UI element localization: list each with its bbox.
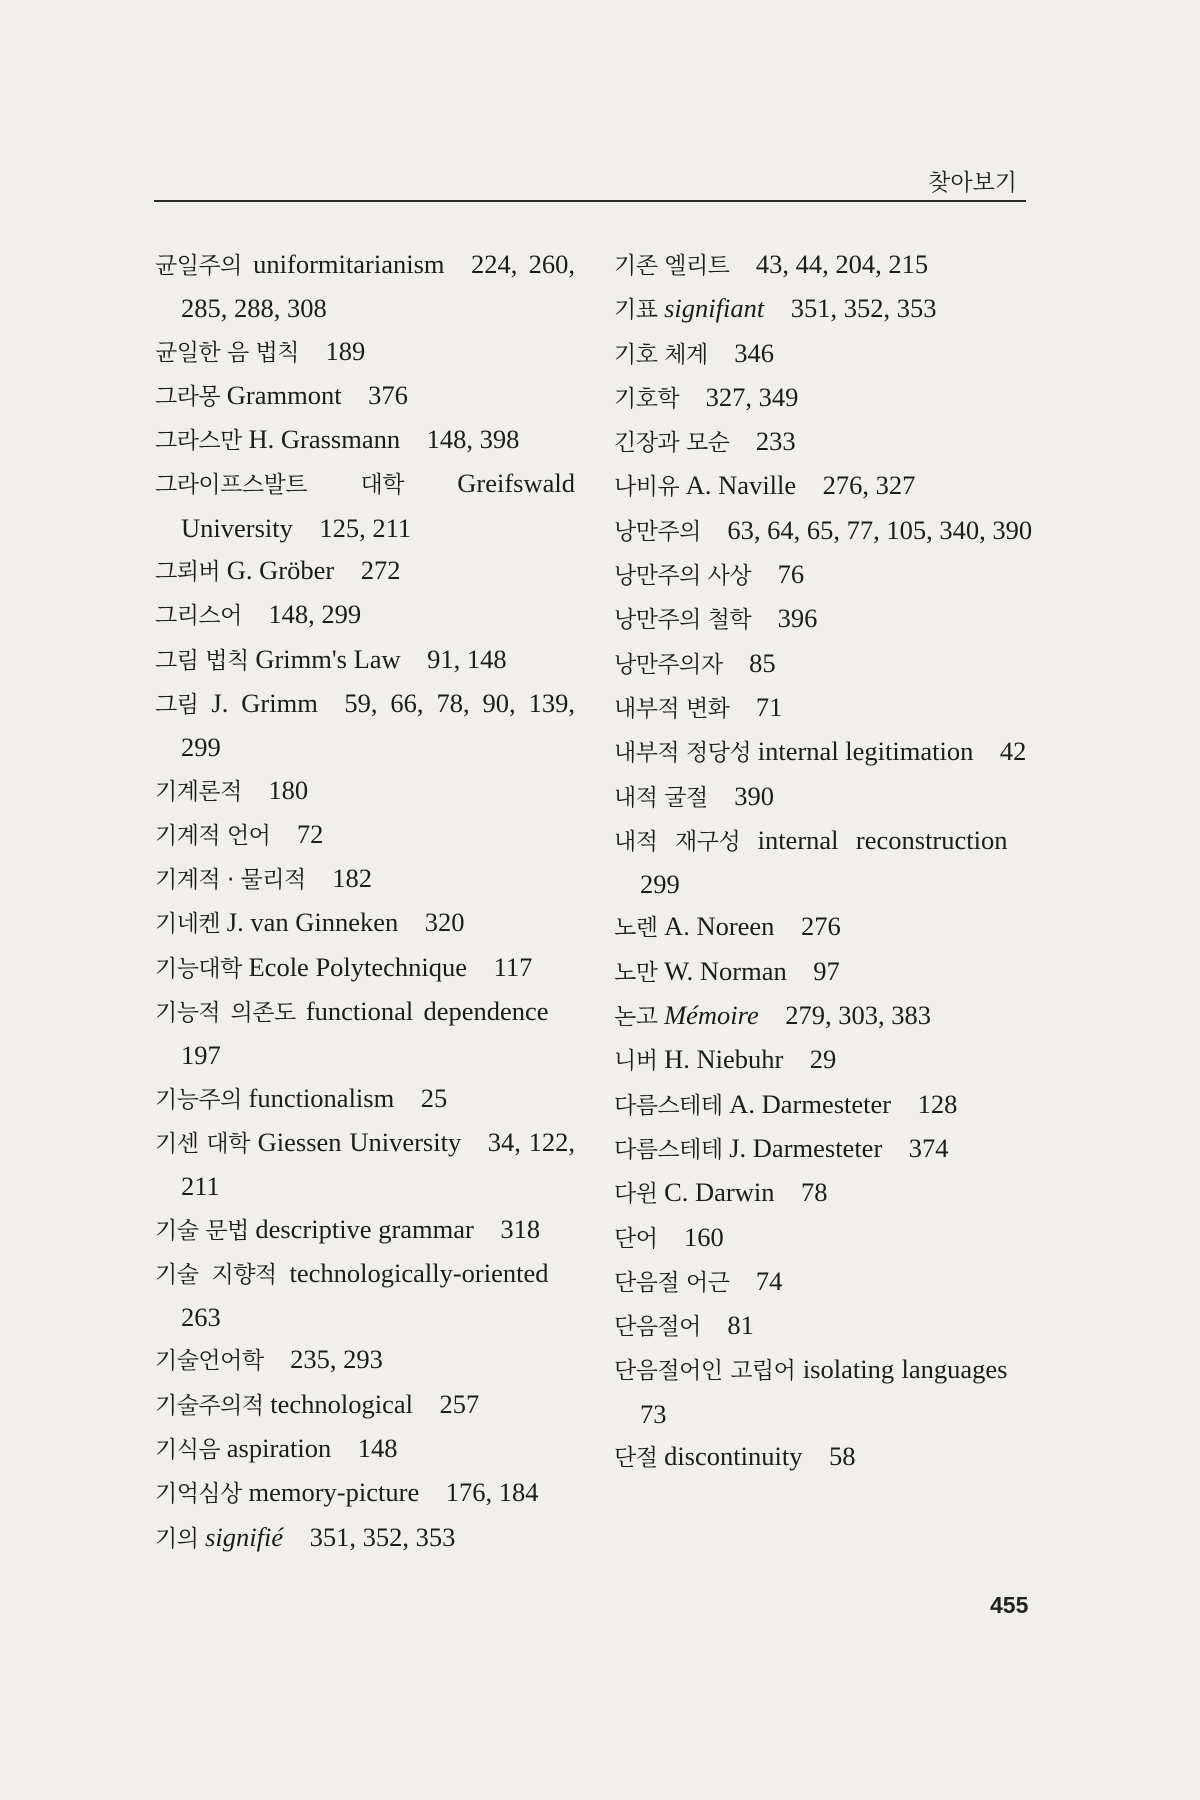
entry-page-numbers: 376: [368, 379, 408, 410]
entry-page-numbers: 276: [800, 911, 841, 942]
entry-korean-term: 기표: [614, 297, 658, 324]
entry-korean-term: 낭만주의 철학: [614, 607, 752, 634]
entry-page-numbers: 43, 44, 204, 215: [755, 249, 929, 279]
index-entry: [614, 1083, 1034, 1127]
entry-page-numbers: 276, 327: [822, 470, 916, 501]
entry-page-numbers: 125, 211: [319, 512, 412, 543]
entry-original-term: internal legitimation: [757, 736, 974, 767]
entry-page-numbers: 327, 349: [705, 381, 799, 412]
page-number: 455: [990, 1592, 1029, 1618]
entry-original-term: memory-picture: [248, 1477, 420, 1508]
entry-page-numbers: 63, 64, 65, 77, 105, 340, 390: [727, 514, 1033, 545]
entry-korean-term: 내부적 변화: [614, 695, 730, 722]
entry-korean-term: 단음절어: [614, 1314, 701, 1341]
entry-original-term: aspiration: [226, 1433, 332, 1464]
entry-original-term: H. Niebuhr: [664, 1044, 784, 1075]
entry-page-numbers: 318: [500, 1213, 541, 1244]
entry-korean-term: 단음절어인 고립어: [614, 1358, 796, 1385]
entry-korean-term: 단절: [614, 1445, 658, 1472]
index-entry: [614, 642, 1034, 686]
entry-page-numbers: 78: [800, 1177, 828, 1208]
entry-original-term: signifié: [205, 1521, 284, 1552]
entry-page-numbers: 299: [640, 869, 680, 900]
entry-korean-term: 기술주의적: [155, 1392, 264, 1419]
entry-original-term: descriptive grammar: [255, 1213, 474, 1244]
entry-page-numbers: 71: [755, 691, 783, 722]
entry-korean-term: 기억심상: [155, 1481, 242, 1508]
entry-korean-term: 기술언어학: [155, 1348, 264, 1375]
index-entry: [155, 682, 575, 769]
entry-page-numbers: 91, 148: [427, 643, 507, 674]
index-entry: [614, 553, 1034, 597]
entry-original-term: Grammont: [226, 379, 342, 410]
entry-korean-term: 낭만주의: [614, 518, 701, 545]
entry-page-numbers: 197: [181, 1040, 221, 1071]
entry-korean-term: 노만: [614, 959, 658, 986]
index-entry: [155, 549, 575, 593]
entry-page-numbers: 176, 184: [445, 1477, 539, 1508]
index-entry: [614, 1127, 1034, 1171]
entry-page-numbers: 233: [755, 426, 796, 457]
index-entry: [155, 593, 575, 637]
entry-original-term: technological: [270, 1388, 413, 1419]
index-entry: [155, 1383, 575, 1427]
index-entry: [155, 769, 575, 813]
entry-korean-term: 그라스만: [155, 428, 242, 455]
entry-original-term: W. Norman: [664, 955, 787, 986]
index-entry: [155, 1338, 575, 1382]
entry-page-numbers: 235, 293: [290, 1344, 383, 1375]
entry-korean-term: 그리스어: [155, 603, 242, 630]
index-entry: [155, 1077, 575, 1121]
index-entry: [614, 1171, 1034, 1215]
entry-page-numbers: 346: [734, 337, 774, 368]
entry-korean-term: 기호 체계: [614, 341, 708, 368]
index-entry: [155, 857, 575, 901]
entry-page-numbers: 390: [734, 780, 774, 811]
entry-page-numbers: 148, 398: [426, 424, 520, 455]
index-entry: [614, 420, 1034, 464]
index-entry: [155, 946, 575, 990]
entry-korean-term: 기계론적: [155, 778, 242, 805]
index-entry: [614, 1348, 1034, 1435]
entry-page-numbers: 85: [749, 647, 776, 678]
entry-original-term: A. Darmesteter: [729, 1088, 892, 1119]
entry-korean-term: 기식음: [155, 1437, 221, 1464]
entry-korean-term: 낭만주의자: [614, 651, 723, 678]
entry-korean-term: 내적 굴절: [614, 784, 708, 811]
entry-korean-term: 내적 재구성: [614, 828, 741, 855]
entry-korean-term: 단음절 어근: [614, 1269, 730, 1296]
entry-page-numbers: 279, 303, 383: [785, 1000, 931, 1031]
index-entry: [155, 901, 575, 945]
entry-page-numbers: 160: [683, 1221, 724, 1252]
entry-page-numbers: 351, 352, 353: [309, 1521, 456, 1552]
entry-korean-term: 기센 대학: [155, 1130, 250, 1157]
index-entry: [155, 1471, 575, 1515]
entry-page-numbers: 25: [420, 1082, 448, 1113]
entry-original-term: J. Grimm: [211, 687, 318, 718]
entry-page-numbers: 182: [332, 863, 372, 894]
index-entry: [155, 1252, 575, 1339]
entry-korean-term: 낭만주의 사상: [614, 563, 752, 590]
index-entry: [614, 994, 1034, 1038]
index-entry: [614, 950, 1034, 994]
index-entry: [614, 775, 1034, 819]
entry-korean-term: 다윈: [614, 1181, 658, 1208]
entry-page-numbers: 396: [777, 603, 818, 634]
entry-korean-term: 기계적 언어: [155, 822, 271, 849]
index-entry: [155, 990, 575, 1077]
index-column-right: [614, 243, 1034, 1479]
entry-original-term: functionalism: [248, 1082, 395, 1113]
entry-page-numbers: 34, 122, 211: [181, 1126, 576, 1202]
entry-page-numbers: 272: [360, 555, 401, 586]
entry-page-numbers: 374: [908, 1132, 949, 1163]
index-entry: [155, 1427, 575, 1471]
entry-original-term: Greifswald University: [181, 468, 575, 543]
index-entry: [614, 686, 1034, 730]
entry-korean-term: 내부적 정당성: [614, 740, 752, 767]
entry-korean-term: 그림: [155, 691, 199, 718]
header-rule: [154, 200, 1026, 202]
index-entry: [614, 730, 1034, 774]
entry-original-term: Ecole Polytechnique: [248, 951, 468, 982]
index-entry: [614, 1260, 1034, 1304]
entry-original-term: Mémoire: [664, 1000, 759, 1031]
entry-original-term: discontinuity: [664, 1441, 803, 1472]
entry-korean-term: 그림 법칙: [155, 647, 249, 674]
index-entry: [614, 243, 1034, 287]
index-entry: [614, 509, 1034, 553]
entry-page-numbers: 97: [813, 955, 840, 986]
entry-original-term: uniformitarianism: [253, 249, 445, 279]
entry-korean-term: 니버: [614, 1048, 658, 1075]
entry-original-term: A. Naville: [685, 470, 797, 501]
entry-korean-term: 기존 엘리트: [614, 253, 730, 279]
entry-korean-term: 균일주의: [155, 253, 242, 279]
index-entry: [155, 243, 575, 330]
entry-korean-term: 논고: [614, 1004, 658, 1031]
entry-page-numbers: 74: [755, 1265, 783, 1296]
entry-page-numbers: 320: [424, 907, 465, 938]
entry-original-term: signifiant: [664, 293, 765, 324]
entry-korean-term: 기술 문법: [155, 1217, 249, 1244]
entry-page-numbers: 72: [296, 818, 324, 849]
index-entry: [614, 1038, 1034, 1082]
entry-page-numbers: 128: [917, 1088, 958, 1119]
entry-original-term: Grimm's Law: [255, 643, 401, 674]
entry-korean-term: 긴장과 모순: [614, 430, 730, 457]
index-entry: [155, 418, 575, 462]
entry-page-numbers: 73: [640, 1398, 667, 1429]
entry-korean-term: 기의: [155, 1525, 199, 1552]
index-entry: [614, 332, 1034, 376]
entry-korean-term: 기계적 · 물리적: [155, 867, 306, 894]
entry-original-term: technologically-oriented: [289, 1257, 549, 1288]
entry-page-numbers: 148: [357, 1433, 398, 1464]
entry-korean-term: 단어: [614, 1225, 658, 1252]
running-header-title: 찾아보기: [928, 170, 1017, 196]
entry-korean-term: 기능적 의존도: [155, 1000, 296, 1027]
index-entry: [614, 1216, 1034, 1260]
entry-korean-term: 다름스테테: [614, 1136, 723, 1163]
entry-page-numbers: 180: [268, 774, 309, 805]
entry-korean-term: 기능주의: [155, 1086, 242, 1113]
entry-original-term: Giessen University: [257, 1126, 462, 1157]
entry-original-term: G. Gröber: [226, 555, 335, 586]
index-entry: [155, 638, 575, 682]
entry-korean-term: 균일한 음 법칙: [155, 339, 299, 366]
index-entry: [614, 464, 1034, 508]
entry-original-term: J. van Ginneken: [226, 907, 399, 938]
entry-korean-term: 나비유: [614, 474, 680, 501]
entry-original-term: isolating languages: [802, 1354, 1008, 1385]
index-entry: [155, 330, 575, 374]
entry-korean-term: 노렌: [614, 915, 658, 942]
entry-page-numbers: 76: [777, 559, 805, 590]
entry-page-numbers: 58: [828, 1441, 856, 1472]
index-entry: [614, 1304, 1034, 1348]
entry-page-numbers: 224, 260, 285, 288, 308: [181, 249, 576, 324]
index-entry: [614, 819, 1034, 906]
entry-page-numbers: 257: [439, 1388, 480, 1419]
entry-page-numbers: 148, 299: [268, 599, 362, 630]
entry-page-numbers: 351, 352, 353: [790, 293, 937, 324]
entry-korean-term: 그라몽: [155, 383, 221, 410]
entry-page-numbers: 263: [181, 1302, 221, 1333]
index-entry: [614, 597, 1034, 641]
entry-original-term: C. Darwin: [664, 1177, 775, 1208]
entry-korean-term: 기호학: [614, 385, 680, 412]
entry-original-term: internal reconstruction: [757, 824, 1008, 855]
index-entry: [155, 462, 575, 549]
index-entry: [614, 1435, 1034, 1479]
index-entry: [614, 287, 1034, 331]
entry-korean-term: 기술 지향적: [155, 1261, 277, 1288]
index-entry: [155, 813, 575, 857]
entry-page-numbers: 42: [999, 736, 1027, 767]
index-entry: [155, 1121, 575, 1208]
entry-original-term: A. Noreen: [664, 911, 775, 942]
index-entry: [614, 905, 1034, 949]
index-entry: [155, 1516, 575, 1560]
index-entry: [155, 374, 575, 418]
entry-page-numbers: 189: [325, 335, 366, 366]
entry-page-numbers: 81: [727, 1310, 754, 1341]
entry-korean-term: 기능대학: [155, 955, 242, 982]
entry-korean-term: 기네켄: [155, 911, 221, 938]
entry-original-term: J. Darmesteter: [729, 1132, 883, 1163]
entry-korean-term: 그뢰버: [155, 559, 221, 586]
entry-original-term: H. Grassmann: [248, 424, 401, 455]
entry-original-term: functional dependence: [305, 996, 549, 1027]
entry-korean-term: 다름스테테: [614, 1092, 723, 1119]
entry-page-numbers: 29: [809, 1044, 837, 1075]
index-entry: [614, 376, 1034, 420]
entry-page-numbers: 59, 66, 78, 90, 139, 299: [181, 687, 575, 763]
entry-korean-term: 그라이프스발트 대학: [155, 472, 404, 499]
index-entry: [155, 1208, 575, 1252]
index-column-left: [155, 243, 575, 1560]
entry-page-numbers: 117: [493, 951, 533, 982]
